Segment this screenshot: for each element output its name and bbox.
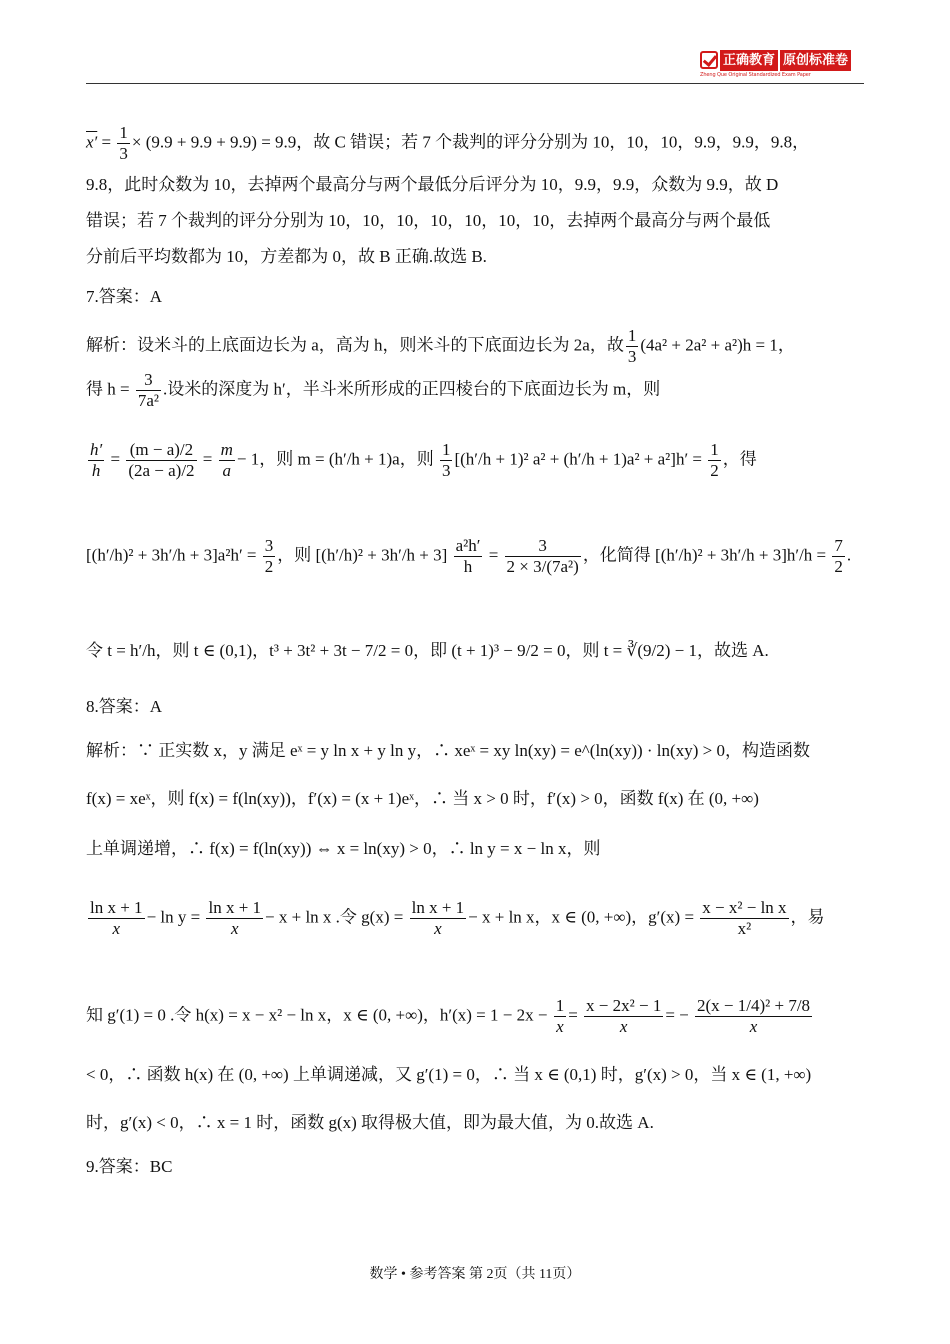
q8-line-4: $\frac{\text{ln x + 1}}{x}$ − ln y = $\frac{\text{ln x + 1}}{x}$ − x + ln x .令 g(x) = $\frac{\text{ln x + 1}}{x}$ − x + ln x，x ∈ (0, +∞)，g′(x) = $\frac{\text{x − x² − ln x}}{\text{x²}}$ ，易 bbox=[90, 898, 825, 938]
p6-line-2: 9.8，此时众数为 10，去掉两个最高分与两个最低分后评分为 10，9.9，9.9，众数为 9.9，故 D bbox=[86, 175, 779, 194]
q8-line-3: 上单调递增，∴ f(x) = f(ln(xy)) ⇔ x = ln(xy) > 0，∴ ln y = x − ln x，则 bbox=[86, 839, 601, 858]
logo-brand: 正确教育 bbox=[720, 50, 778, 71]
q8-answer: 8.答案：A bbox=[86, 697, 163, 716]
header-divider bbox=[86, 83, 864, 84]
q7-line-2: 得 h = $\frac{3}{\text{7a²}}$ .设米的深度为 h′，半斗米所形成的正四棱台的下底面边长为 m，则 bbox=[86, 370, 661, 410]
logo-subtitle: Zheng Que Original Standardized Exam Paper bbox=[700, 72, 811, 78]
q7-line-5: 令 t = h′/h，则 t ∈ (0,1)，t³ + 3t² + 3t − 7/2 = 0，即 (t + 1)³ − 9/2 = 0，则 t = ∛(9/2) − 1，故选 A. bbox=[86, 641, 769, 660]
q7-answer: 7.答案：A bbox=[86, 287, 163, 306]
q7-line-1: 解析：设米斗的上底面边长为 a，高为 h，则米斗的下底面边长为 2a，故 $\frac{1}{3}$ (4a² + 2a² + a²)h = 1， bbox=[86, 326, 795, 366]
q7-line-4: [(h′/h)² + 3h′/h + 3]a²h′ = $\frac{3}{2}$ ，则 [(h′/h)² + 3h′/h + 3] $\frac{\text{a²h′}}{h}$ = $\frac{3}{\text{2 × 3/(7a²)}}$ ，化简得 [(h′/h)² + 3h′/h + 3]h′/h = $\frac{7}{2}$ . bbox=[86, 536, 852, 576]
q8-line-6: < 0，∴ 函数 h(x) 在 (0, +∞) 上单调递减，又 g′(1) = 0，∴ 当 x ∈ (0,1) 时，g′(x) > 0，当 x ∈ (1, +∞) bbox=[86, 1065, 812, 1084]
publisher-logo bbox=[700, 49, 860, 79]
q8-line-1: 解析：∵ 正实数 x，y 满足 eˣ = y ln x + y ln y，∴ xeˣ = xy ln(xy) = e^(ln(xy)) · ln(xy) > 0，构造函数 bbox=[86, 741, 810, 760]
q8-line-2: f(x) = xeˣ，则 f(x) = f(ln(xy))，f′(x) = (x + 1)eˣ，∴ 当 x > 0 时，f′(x) > 0，函数 f(x) 在 (0, +∞) bbox=[86, 789, 759, 808]
q8-line-7: 时，g′(x) < 0，∴ x = 1 时，函数 g(x) 取得极大值，即为最大值，为 0.故选 A. bbox=[86, 1113, 654, 1132]
page-footer: 数学 • 参考答案 第 2页（共 11页） bbox=[369, 1267, 581, 1282]
p6-line-3: 错误；若 7 个裁判的评分分别为 10，10，10，10，10，10，10，去掉两个最高分与两个最低 bbox=[86, 211, 771, 230]
p6-line-1: x′ = $\frac{1}{3}$ × (9.9 + 9.9 + 9.9) = 9.9，故 C 错误；若 7 个裁判的评分分别为 10，10，10，9.9，9.9，9.8， bbox=[86, 123, 810, 163]
p6-line-4: 分前后平均数都为 10，方差都为 0，故 B 正确.故选 B. bbox=[86, 247, 487, 266]
logo-series: 原创标准卷 bbox=[780, 50, 851, 71]
q9-answer: 9.答案：BC bbox=[86, 1157, 173, 1176]
check-icon bbox=[700, 51, 718, 69]
q8-line-5: 知 g′(1) = 0 .令 h(x) = x − x² − ln x，x ∈ (0, +∞)，h′(x) = 1 − 2x − $\frac{1}{x}$ = $\frac{\text{x − 2x² − 1}}{x}$ = − $\frac{\text{2(x − 1/4)² + 7/8}}{x}$ bbox=[86, 996, 811, 1036]
q7-line-3: $\frac{h'}{h}$ = $\frac{(m - a)/2}{(2a - a)/2}$ = $\frac{m}{a}$ − 1，则 m = (h′/h + 1)a，则 $\frac{1}{3}$ [(h′/h + 1)² a² + (h′/h + 1)a² + a²]h′ = $\frac{1}{2}$ ，得 bbox=[90, 440, 757, 480]
